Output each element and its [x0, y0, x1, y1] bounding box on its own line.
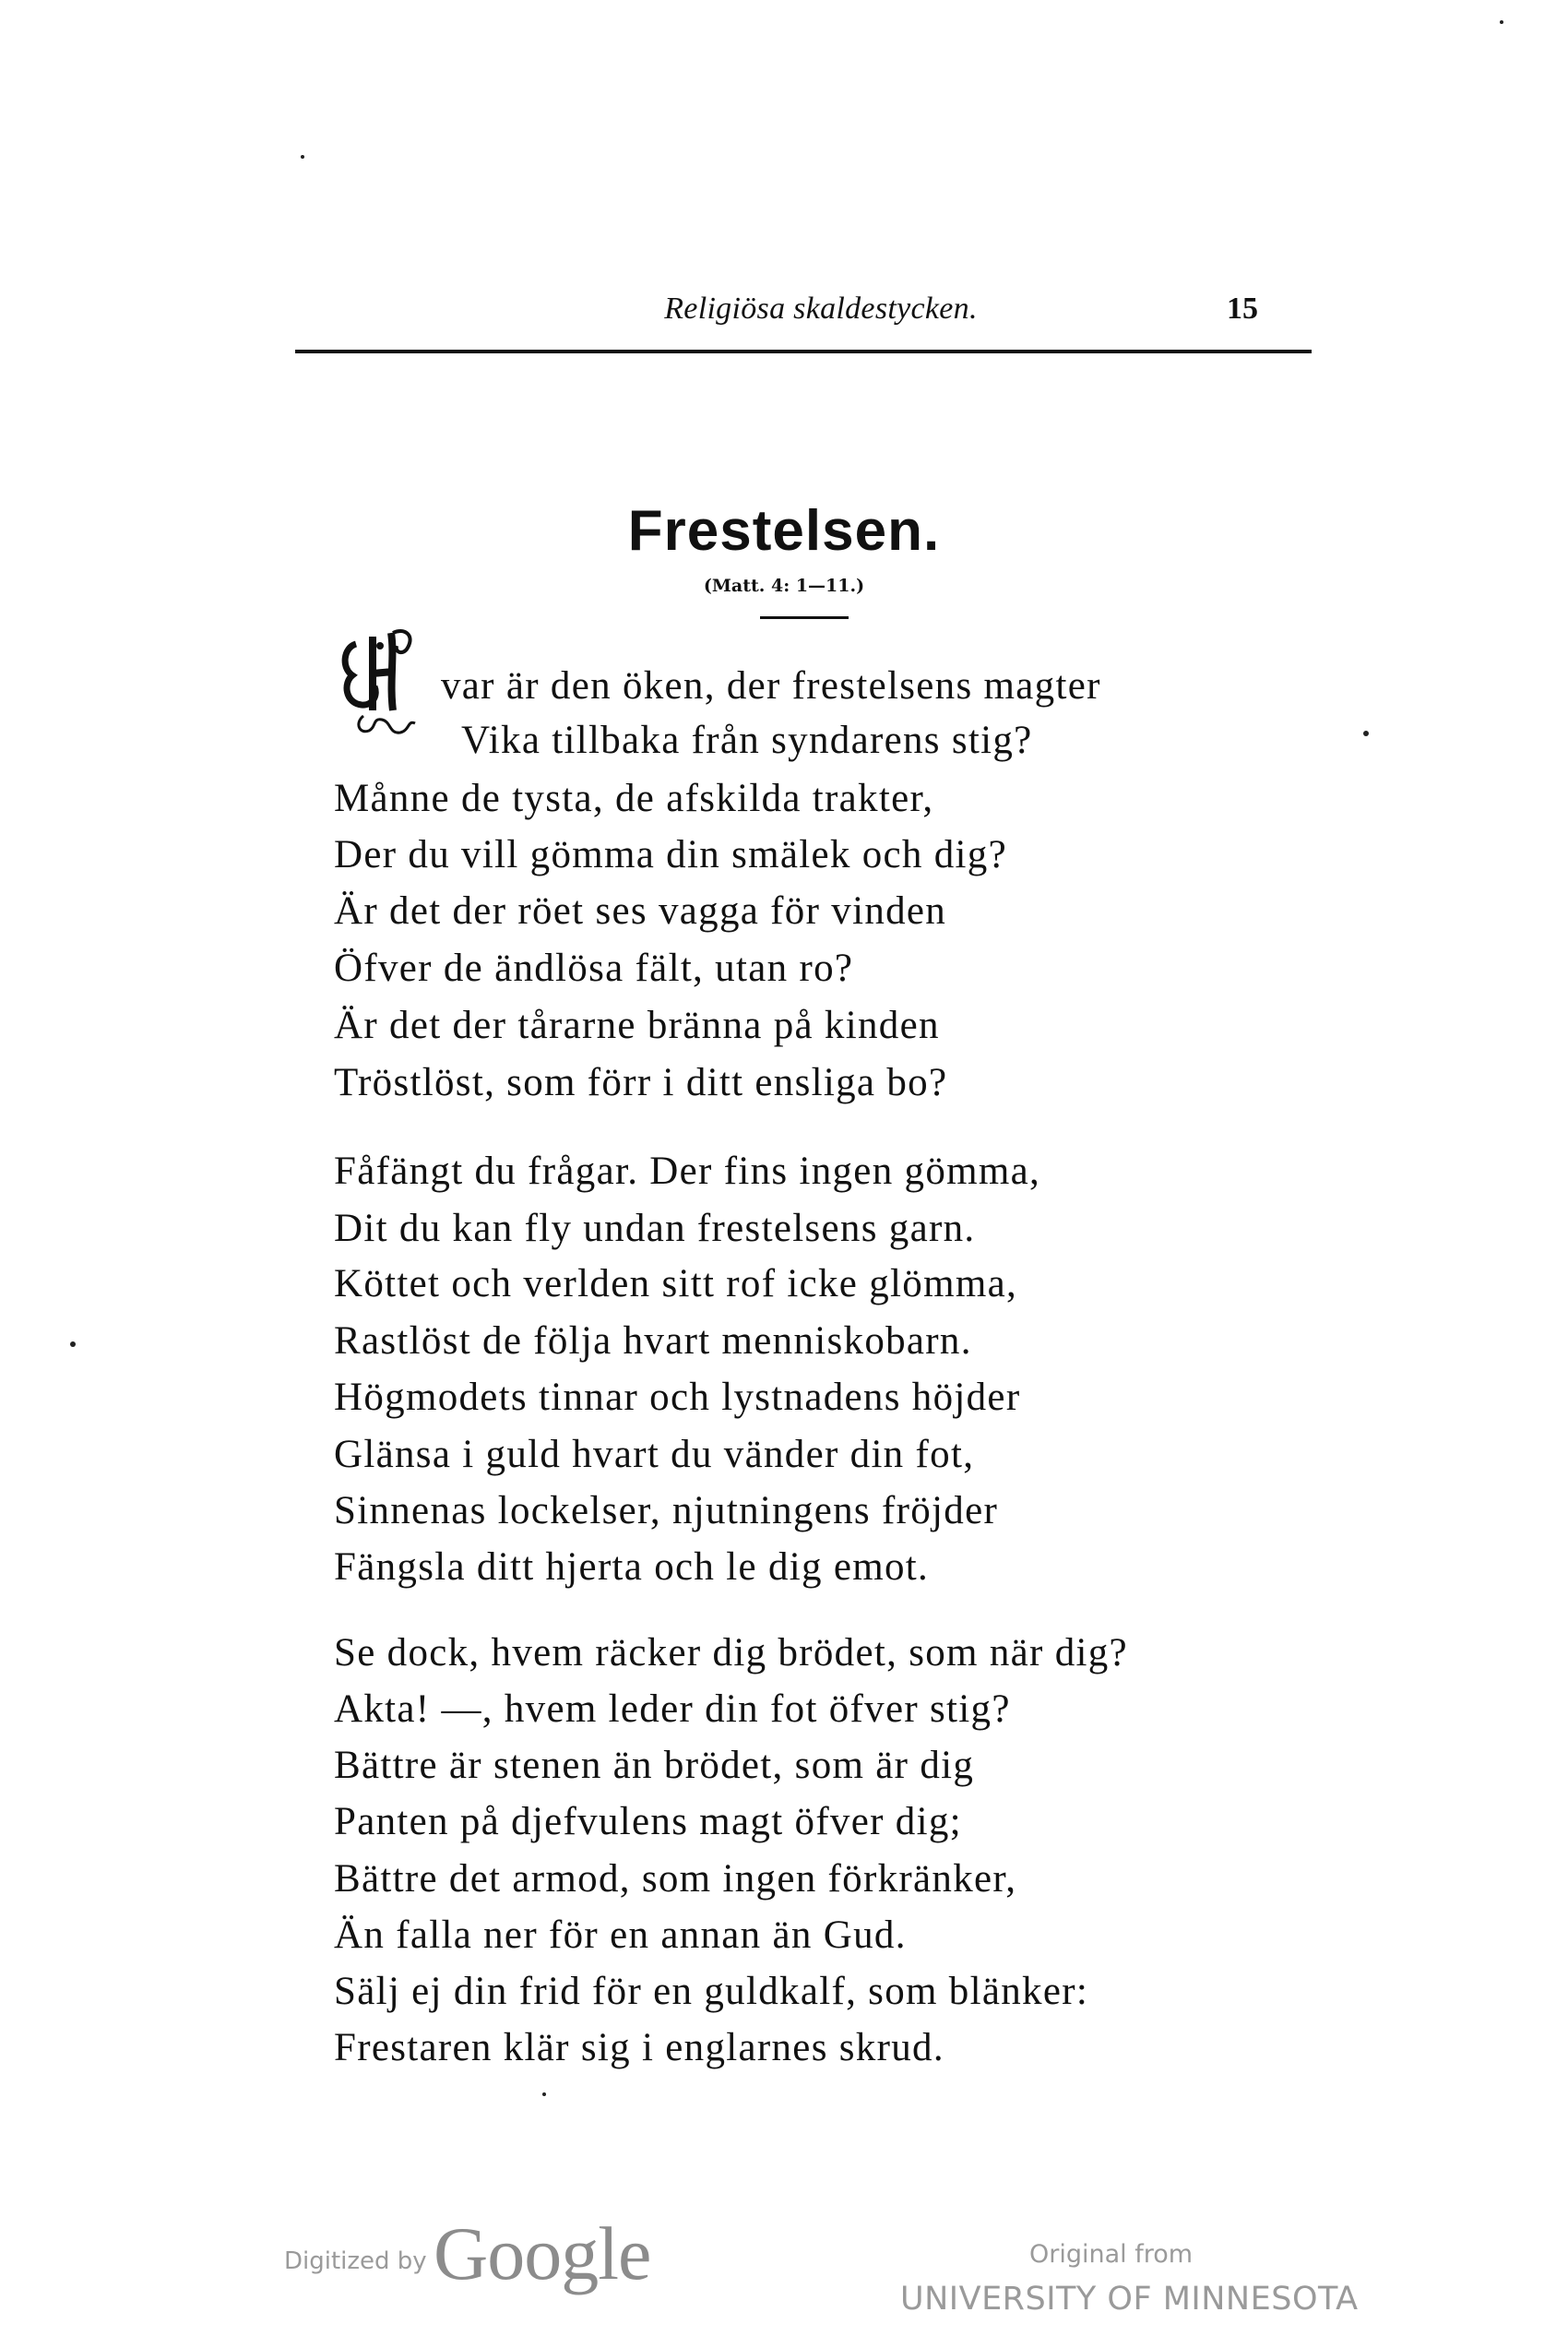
poem-line: Är det der tårarne bränna på kinden	[334, 1004, 940, 1047]
scripture-reference: (Matt. 4: 1—11.)	[703, 576, 865, 596]
poem-line: Se dock, hvem räcker dig brödet, som när dig?	[334, 1631, 1128, 1675]
university-label: UNIVERSITY OF MINNESOTA	[900, 2281, 1359, 2318]
poem-line: Fängsla ditt hjerta och le dig emot.	[334, 1545, 930, 1589]
poem-line: Panten på djefvulens magt öfver dig;	[334, 1800, 962, 1843]
poem-line: Högmodets tinnar och lystnadens höjder	[334, 1376, 1021, 1419]
original-from-label: Original from	[1029, 2240, 1194, 2269]
poem-line: Frestaren klär sig i englarnes skrud.	[334, 2026, 944, 2069]
poem-line: Vika tillbaka från syndarens stig?	[461, 719, 1033, 762]
poem-line: Sälj ej din frid för en guldkalf, som blänker:	[334, 1970, 1089, 2013]
scan-speck	[542, 2092, 546, 2096]
poem-line: Köttet och verlden sitt rof icke glömma,	[334, 1262, 1018, 1305]
poem-line: Rastlöst de följa hvart menniskobarn.	[334, 1319, 972, 1363]
page-number: 15	[1227, 292, 1258, 326]
scan-speck	[1500, 20, 1503, 24]
title-rule	[760, 616, 849, 619]
poem-line: Bättre det armod, som ingen förkränker,	[334, 1857, 1017, 1901]
poem-line: Bättre är stenen än brödet, som är dig	[334, 1744, 975, 1787]
poem-line: Dit du kan fly undan frestelsens garn.	[334, 1207, 976, 1250]
poem-line: Öfver de ändlösa fält, utan ro?	[334, 947, 854, 990]
poem-line: Fåfängt du frågar. Der fins ingen gömma,	[334, 1150, 1041, 1193]
poem-line: Der du vill gömma din smälek och dig?	[334, 833, 1007, 876]
digitized-by-label: Digitized by	[284, 2247, 427, 2275]
scan-speck	[70, 1341, 76, 1347]
poem-line: Glänsa i guld hvart du vänder din fot,	[334, 1433, 975, 1476]
poem-line: var är den öken, der frestelsens magter	[441, 664, 1101, 708]
scan-speck	[301, 155, 304, 159]
poem-title: Frestelsen.	[627, 499, 941, 563]
poem-line: Sinnenas lockelser, njutningens fröjder	[334, 1489, 999, 1532]
google-logo: Google	[434, 2211, 651, 2295]
poem-line: Månne de tysta, de afskilda trakter,	[334, 777, 934, 820]
poem-line: Tröstlöst, som förr i ditt ensliga bo?	[334, 1061, 948, 1104]
poem-line: Än falla ner för en annan än Gud.	[334, 1913, 907, 1957]
header-rule	[295, 350, 1312, 353]
scan-speck	[1363, 731, 1369, 736]
ornamental-initial-h-icon	[336, 627, 439, 744]
running-header-title: Religiösa skaldestycken.	[664, 292, 978, 326]
poem-line: Är det der röet ses vagga för vinden	[334, 889, 947, 933]
poem-line: Akta! —, hvem leder din fot öfver stig?	[334, 1687, 1011, 1731]
